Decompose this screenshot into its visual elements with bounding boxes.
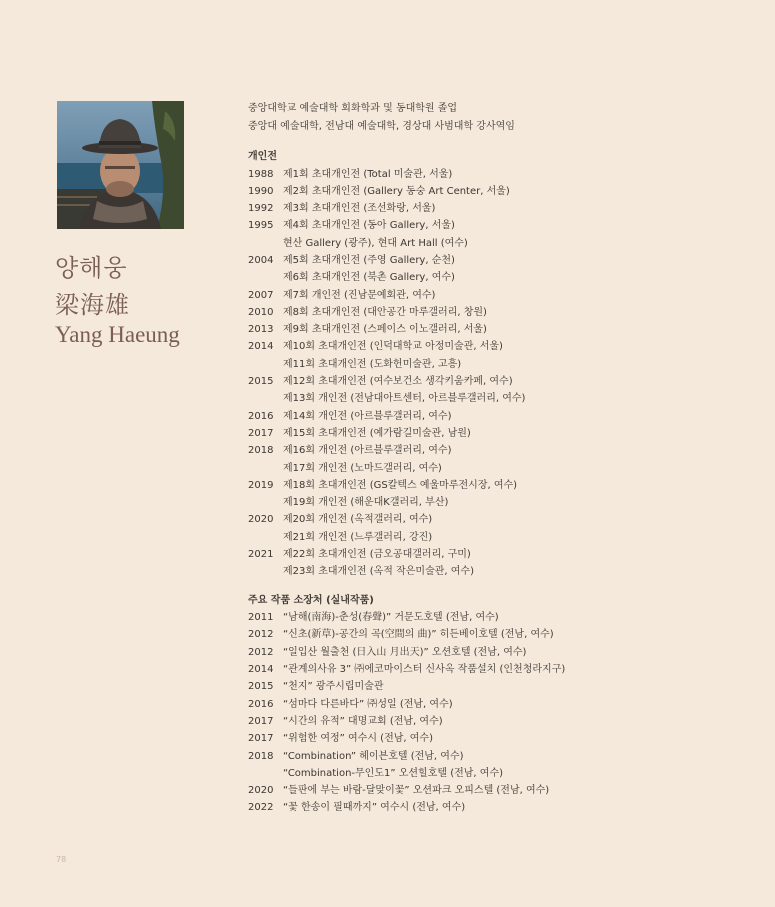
artist-name-english: Yang Haeung <box>55 322 180 347</box>
year: 2004 <box>248 254 274 266</box>
solo-exhibitions-list <box>248 166 758 581</box>
exhibition-row <box>248 166 758 183</box>
collection-text: “일입산 월출천 (日入山 月出天)” 오션호텔 (전남, 여수) <box>283 646 527 658</box>
year: 2015 <box>248 376 274 388</box>
exhibition-row <box>248 269 758 286</box>
year <box>248 390 283 407</box>
exhibition-row <box>248 356 758 373</box>
exhibition-text: 제7회 개인전 (진남문예회관, 여수) <box>283 289 436 301</box>
exhibition-text: 제5회 초대개인전 (주영 Gallery, 순천) <box>283 254 455 266</box>
year: 1992 <box>248 203 274 215</box>
exhibition-text: 제6회 초대개인전 (북촌 Gallery, 여수) <box>283 272 455 284</box>
year: 2011 <box>248 612 274 624</box>
year: 2018 <box>248 445 274 457</box>
year: 1988 <box>248 168 274 180</box>
year: 2014 <box>248 341 274 353</box>
collection-text: “천지” 광주시립미술관 <box>283 681 384 693</box>
exhibition-row <box>248 183 758 200</box>
collection-row <box>248 730 758 747</box>
collection-row <box>248 696 758 713</box>
exhibition-text: 제4회 초대개인전 (동아 Gallery, 서울) <box>283 220 455 232</box>
exhibition-text: 제17회 개인전 (노마드갤러리, 여수) <box>283 462 442 474</box>
exhibition-text: 제3회 초대개인전 (조선화랑, 서울) <box>283 203 436 215</box>
exhibition-row <box>248 563 758 580</box>
exhibition-row <box>248 373 758 390</box>
exhibition-text: 제21회 개인전 (느루갤러리, 강진) <box>283 531 433 543</box>
year: 2012 <box>248 629 274 641</box>
exhibition-text: 제22회 초대개인전 (금오공대갤러리, 구미) <box>283 549 471 561</box>
collection-row <box>248 661 758 678</box>
exhibition-text: 제2회 초대개인전 (Gallery 동숭 Art Center, 서울) <box>283 185 510 197</box>
year: 2017 <box>248 715 274 727</box>
exhibition-row <box>248 200 758 217</box>
year: 2022 <box>248 802 274 814</box>
exhibition-row <box>248 338 758 355</box>
exhibition-text: 현산 Gallery (광주), 현대 Art Hall (여수) <box>283 237 468 249</box>
collection-text: “Combination” 헤이븐호텔 (전남, 여수) <box>283 750 464 762</box>
collections-title: 주요 작품 소장처 (실내작품) <box>248 594 374 606</box>
year <box>248 269 283 286</box>
year: 2012 <box>248 646 274 658</box>
exhibition-row <box>248 442 758 459</box>
exhibition-text: 제14회 개인전 (아르블루갤러리, 여수) <box>283 410 452 422</box>
collection-text: “꽃 한송이 필때까지” 여수시 (전남, 여수) <box>283 802 466 814</box>
year <box>248 494 283 511</box>
artist-photo <box>57 101 184 229</box>
collections-list <box>248 609 758 817</box>
collection-row <box>248 765 758 782</box>
year <box>248 460 283 477</box>
exhibition-row <box>248 408 758 425</box>
exhibition-row <box>248 304 758 321</box>
collection-row <box>248 799 758 816</box>
collection-text: “Combination-무인도1” 오션힐호텔 (전남, 여수) <box>283 767 504 779</box>
exhibition-text: 제9회 초대개인전 (스페이스 이노갤러리, 서울) <box>283 324 487 336</box>
collection-text: “들판에 부는 바람-달맞이꽃” 오션파크 오피스텔 (전남, 여수) <box>283 785 550 797</box>
biography <box>248 100 758 817</box>
year: 2014 <box>248 664 274 676</box>
exhibition-row <box>248 546 758 563</box>
artist-name-hanja: 梁海雄 <box>55 291 130 319</box>
exhibition-row <box>248 460 758 477</box>
year <box>248 529 283 546</box>
exhibition-row <box>248 287 758 304</box>
education-line: 중앙대학교 예술대학 회화학과 및 동대학원 졸업 <box>248 103 458 114</box>
year: 2010 <box>248 306 274 318</box>
year <box>248 356 283 373</box>
exhibition-row <box>248 217 758 234</box>
artist-name-korean: 양해웅 <box>55 254 128 282</box>
exhibition-row <box>248 235 758 252</box>
education-line: 중앙대 예술대학, 전남대 예술대학, 경상대 사범대학 강사역임 <box>248 120 515 132</box>
exhibition-row <box>248 511 758 528</box>
exhibition-text: 제1회 초대개인전 (Total 미술관, 서울) <box>283 168 453 180</box>
year: 2017 <box>248 733 274 745</box>
year: 2018 <box>248 750 274 762</box>
exhibition-text: 제10회 초대개인전 (인덕대학교 아정미술관, 서울) <box>283 341 503 353</box>
collection-row <box>248 678 758 695</box>
year: 1995 <box>248 220 274 232</box>
year: 2021 <box>248 549 274 561</box>
year: 2020 <box>248 785 274 797</box>
exhibition-row <box>248 425 758 442</box>
exhibition-text: 제20회 개인전 (옥적갤러리, 여수) <box>283 514 433 526</box>
collection-text: “남해(南海)-춘성(春聲)” 거문도호텔 (전남, 여수) <box>283 612 499 624</box>
exhibition-text: 제18회 초대개인전 (GS칼텍스 예울마루전시장, 여수) <box>283 479 518 491</box>
collection-text: “신초(新草)-공간의 곡(空間의 曲)” 히든베이호텔 (전남, 여수) <box>283 629 554 641</box>
year: 2019 <box>248 479 274 491</box>
exhibition-text: 제16회 개인전 (아르블루갤러리, 여수) <box>283 445 452 457</box>
exhibition-text: 제11회 초대개인전 (도화헌미술관, 고흥) <box>283 358 462 370</box>
exhibition-row <box>248 252 758 269</box>
exhibition-text: 제15회 초대개인전 (예가람길미술관, 남원) <box>283 427 471 439</box>
year: 2016 <box>248 698 274 710</box>
collection-text: “관계의사유 3” ㈜에코마이스터 신사옥 작품설치 (인천청라지구) <box>283 664 566 676</box>
exhibition-text: 제8회 초대개인전 (대안공간 마루갤러리, 창원) <box>283 306 487 318</box>
exhibition-row <box>248 390 758 407</box>
exhibition-text: 제23회 초대개인전 (옥적 작은미술관, 여수) <box>283 566 474 578</box>
year: 1990 <box>248 185 274 197</box>
year: 2017 <box>248 427 274 439</box>
collection-text: “시간의 유적” 대명교회 (전남, 여수) <box>283 715 443 727</box>
exhibition-text: 제19회 개인전 (해운대K갤러리, 부산) <box>283 497 449 509</box>
exhibition-text: 제13회 개인전 (전남대아트센터, 아르블루갤러리, 여수) <box>283 393 526 405</box>
year: 2007 <box>248 289 274 301</box>
collection-row <box>248 782 758 799</box>
year: 2016 <box>248 410 274 422</box>
page-number: 78 <box>56 855 67 864</box>
exhibition-row <box>248 321 758 338</box>
year <box>248 765 283 782</box>
exhibition-row <box>248 477 758 494</box>
year <box>248 563 283 580</box>
exhibition-row <box>248 529 758 546</box>
exhibition-text: 제12회 초대개인전 (여수보건소 생각키움카페, 여수) <box>283 376 513 388</box>
collection-text: “섬마다 다른바다” ㈜성일 (전남, 여수) <box>283 698 453 710</box>
year: 2015 <box>248 681 274 693</box>
solo-exhibitions-title: 개인전 <box>248 151 277 162</box>
collection-row <box>248 748 758 765</box>
collection-row <box>248 644 758 661</box>
year <box>248 235 283 252</box>
collection-row <box>248 626 758 643</box>
year: 2020 <box>248 514 274 526</box>
collection-text: “위험한 여정” 여수시 (전남, 여수) <box>283 733 433 745</box>
collection-row <box>248 713 758 730</box>
year: 2013 <box>248 324 274 336</box>
collection-row <box>248 609 758 626</box>
exhibition-row <box>248 494 758 511</box>
